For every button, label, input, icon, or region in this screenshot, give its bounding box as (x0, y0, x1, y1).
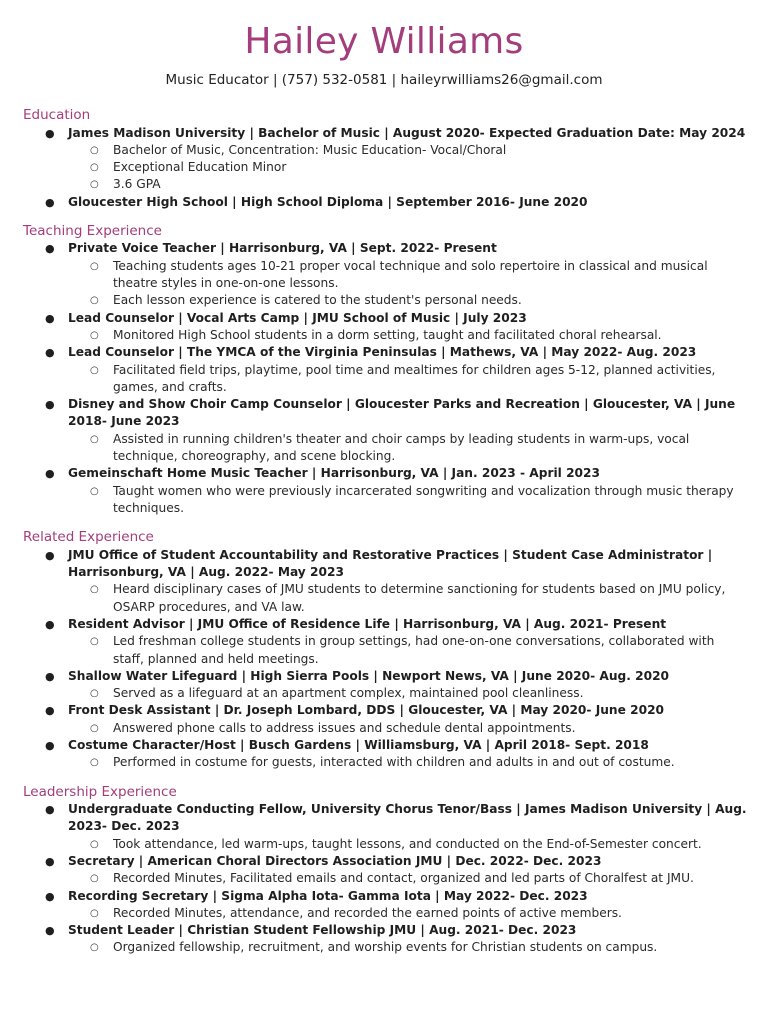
detail-text: Performed in costume for guests, interacted with children and adults in and out of costume. (113, 755, 675, 770)
entry-detail (0, 870, 768, 887)
hollow-bullet-icon: ○ (90, 942, 99, 954)
hollow-bullet-icon: ○ (90, 260, 99, 272)
entry (0, 668, 768, 703)
entry-detail (0, 431, 768, 466)
entry (0, 125, 768, 194)
entry-heading: Disney and Show Choir Camp Counselor | Gloucester Parks and Recreation | Gloucester, VA | June 2018- June 2023 (68, 397, 736, 429)
hollow-bullet-icon: ○ (90, 688, 99, 700)
entry (0, 801, 768, 853)
entry-heading: Student Leader | Christian Student Fellowship JMU | Aug. 2021- Dec. 2023 (68, 923, 577, 938)
entry (0, 194, 768, 211)
entry-heading: Lead Counselor | Vocal Arts Camp | JMU School of Music | July 2023 (68, 310, 527, 325)
hollow-bullet-icon: ○ (90, 722, 99, 734)
bullet-icon: ● (45, 739, 55, 752)
hollow-bullet-icon: ○ (90, 295, 99, 307)
section-related-experience (0, 529, 768, 771)
detail-text: Monitored High School students in a dorm setting, taught and facilitated choral rehearsal. (113, 327, 662, 342)
entry-detail (0, 836, 768, 853)
detail-text: Exceptional Education Minor (113, 160, 287, 175)
entry-detail (0, 159, 768, 176)
entry-detail (0, 142, 768, 159)
detail-text: Each lesson experience is catered to the student's personal needs. (113, 293, 522, 308)
detail-text: Took attendance, led warm-ups, taught lessons, and conducted on the End-of-Semester concert. (113, 836, 702, 851)
entry-heading: Gloucester High School | High School Diploma | September 2016- June 2020 (68, 194, 588, 209)
section-title: Education (23, 107, 91, 123)
detail-text: Taught women who were previously incarcerated songwriting and vocalization through music therapy techniques. (113, 483, 734, 515)
bullet-icon: ● (45, 311, 55, 325)
detail-text: Served as a lifeguard at an apartment complex, maintained pool cleanliness. (113, 686, 584, 701)
detail-text: 3.6 GPA (113, 177, 161, 192)
entry-detail (0, 939, 768, 956)
entry-heading: James Madison University | Bachelor of Music | August 2020- Expected Graduation Date: May 2024 (68, 125, 746, 140)
entry (0, 922, 768, 957)
hollow-bullet-icon: ○ (90, 364, 99, 376)
bullet-icon: ● (45, 803, 55, 817)
hollow-bullet-icon: ○ (90, 433, 99, 445)
hollow-bullet-icon: ○ (90, 636, 99, 648)
section-title: Related Experience (23, 529, 154, 546)
detail-text: Bachelor of Music, Concentration: Music Education- Vocal/Choral (113, 142, 507, 157)
contact-line: Music Educator | (757) 532-0581 | haileyrwilliams26@gmail.com (165, 72, 603, 88)
bullet-icon: ● (45, 669, 55, 683)
section-education (0, 107, 768, 211)
entry (0, 853, 768, 888)
detail-text: Teaching students ages 10-21 proper vocal technique and solo repertoire in classical and musical theatre styles in one-on-one lessons. (113, 258, 708, 291)
entry-heading: Costume Character/Host | Busch Gardens | Williamsburg, VA | April 2018- Sept. 2018 (68, 738, 649, 752)
entry-detail (0, 685, 768, 702)
entry-heading: Front Desk Assistant | Dr. Joseph Lombard, DDS | Gloucester, VA | May 2020- June 2020 (68, 703, 665, 718)
entry-heading: Shallow Water Lifeguard | High Sierra Pools | Newport News, VA | June 2020- Aug. 2020 (68, 668, 670, 683)
detail-text: Organized fellowship, recruitment, and worship events for Christian students on campus. (113, 940, 658, 955)
hollow-bullet-icon: ○ (90, 162, 99, 174)
entry (0, 547, 768, 616)
resume-name: Hailey Williams (244, 21, 524, 62)
entry-heading: Private Voice Teacher | Harrisonburg, VA | Sept. 2022- Present (68, 241, 497, 256)
bullet-icon: ● (45, 242, 55, 256)
detail-text: Recorded Minutes, Facilitated emails and contact, organized and led parts of Choralfest at JMU. (113, 871, 694, 886)
detail-text: Assisted in running children's theater and choir camps by leading students in warm-ups, vocal technique, choreography, and scene blocking. (113, 431, 690, 464)
hollow-bullet-icon: ○ (90, 907, 99, 919)
hollow-bullet-icon: ○ (90, 144, 99, 156)
bullet-icon: ● (45, 704, 55, 718)
entry (0, 616, 768, 668)
entry-detail (0, 176, 768, 193)
section-title: Teaching Experience (23, 222, 162, 239)
entry (0, 465, 768, 517)
hollow-bullet-icon: ○ (90, 179, 99, 191)
detail-text: Answered phone calls to address issues and schedule dental appointments. (113, 720, 576, 735)
entry-detail (0, 327, 768, 344)
hollow-bullet-icon: ○ (90, 873, 99, 885)
entry-detail (0, 258, 768, 293)
bullet-icon: ● (45, 854, 55, 868)
hollow-bullet-icon: ○ (90, 757, 99, 769)
entry-detail (0, 581, 768, 616)
hollow-bullet-icon: ○ (90, 838, 99, 850)
entry (0, 888, 768, 923)
detail-text: Heard disciplinary cases of JMU students to determine sanctioning for students based on JMU policy, OSARP procedures, and VA law. (113, 582, 726, 614)
bullet-icon: ● (45, 467, 55, 481)
entry (0, 310, 768, 345)
entry-detail (0, 292, 768, 309)
entry-heading: Lead Counselor | The YMCA of the Virginia Peninsulas | Mathews, VA | May 2022- Aug. 2023 (68, 345, 697, 360)
entry-detail (0, 633, 768, 668)
entry-heading: Recording Secretary | Sigma Alpha Iota- Gamma Iota | May 2022- Dec. 2023 (68, 888, 588, 903)
entry (0, 737, 768, 772)
entry-heading: JMU Office of Student Accountability and Restorative Practices | Student Case Administrator | Harrisonburg, VA | Aug. 2022- May 2023 (68, 547, 713, 580)
bullet-icon: ● (45, 195, 55, 209)
entry-detail (0, 483, 768, 518)
entry-detail (0, 362, 768, 397)
bullet-icon: ● (45, 398, 55, 412)
detail-text: Facilitated field trips, playtime, pool time and mealtimes for children ages 5-12, planned activities, games, and crafts. (113, 362, 716, 394)
bullet-icon: ● (45, 126, 55, 140)
bullet-icon: ● (45, 617, 55, 631)
bullet-icon: ● (45, 889, 55, 903)
section-leadership-experience (0, 784, 768, 957)
entry-detail (0, 720, 768, 737)
section-title: Leadership Experience (23, 783, 177, 800)
bullet-icon: ● (45, 924, 55, 938)
section-teaching-experience (0, 223, 768, 517)
detail-text: Recorded Minutes, attendance, and recorded the earned points of active members. (113, 905, 622, 920)
entry (0, 396, 768, 465)
entry (0, 702, 768, 737)
hollow-bullet-icon: ○ (90, 584, 99, 596)
bullet-icon: ● (45, 346, 55, 360)
entry-heading: Undergraduate Conducting Fellow, University Chorus Tenor/Bass | James Madison University | Aug. 2023- Dec. 2023 (68, 802, 747, 834)
hollow-bullet-icon: ○ (90, 485, 99, 497)
entry-detail (0, 905, 768, 922)
detail-text: Led freshman college students in group settings, had one-on-one conversations, collaborated with staff, planned and held meetings. (113, 634, 715, 666)
entry-heading: Secretary | American Choral Directors Association JMU | Dec. 2022- Dec. 2023 (68, 853, 602, 868)
resume-content (0, 107, 768, 957)
entry (0, 240, 768, 309)
entry-heading: Gemeinschaft Home Music Teacher | Harrisonburg, VA | Jan. 2023 - April 2023 (68, 466, 600, 481)
entry-detail (0, 754, 768, 771)
entry (0, 344, 768, 396)
hollow-bullet-icon: ○ (90, 329, 99, 341)
bullet-icon: ● (45, 548, 55, 562)
entry-heading: Resident Advisor | JMU Office of Residence Life | Harrisonburg, VA | Aug. 2021- Present (68, 616, 667, 631)
